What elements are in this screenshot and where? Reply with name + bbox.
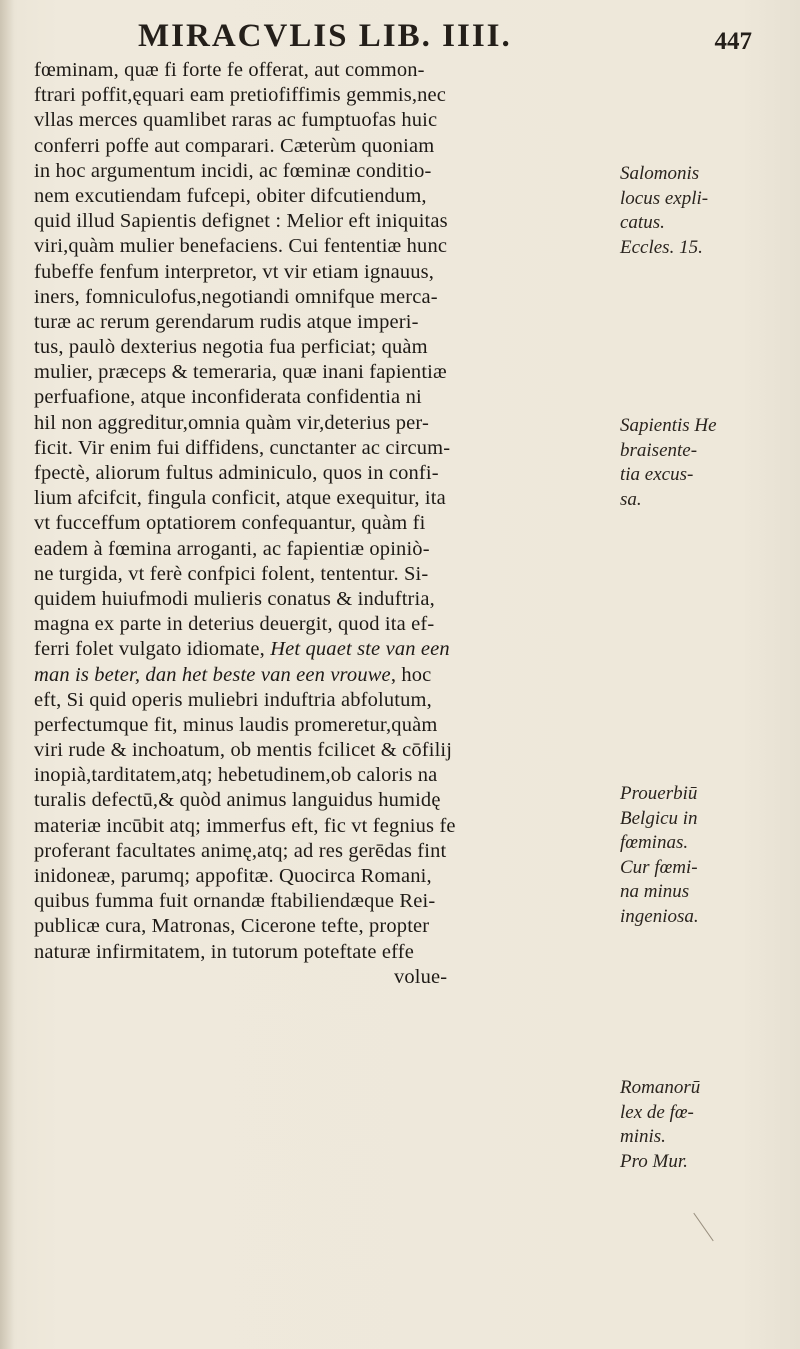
margin-note-line: lex de fœ- (620, 1101, 694, 1123)
text-line: perfuafione, atque inconfiderata confidentia ni (34, 386, 422, 409)
text-line: lium afcifcit, fingula conficit, atque exequitur, ita (34, 487, 446, 510)
text-line: eft, Si quid operis muliebri induftria abfolutum, (34, 688, 432, 711)
text-line: fubeffe fenfum interpretor, vt vir etiam ignauus, (34, 260, 435, 283)
text-line: ne turgida, vt ferè confpici folent, tententur. Si- (34, 562, 429, 585)
text-line: naturæ infirmitatem, in tutorum poteftate effe (34, 940, 414, 963)
text-line: materiæ incūbit atq; immerfus eft, fic vt fegnius fe (34, 814, 456, 837)
text-line-with-italic (34, 637, 624, 662)
margin-note-line: sa. (620, 488, 642, 510)
dutch-proverb-end: man is beter, dan het beste van een vrouwe (34, 663, 391, 686)
gutter-shadow (0, 0, 14, 1349)
margin-note-line: catus. (620, 212, 665, 233)
text-line: ficit. Vir enim fui diffidens, cunctanter ac circum- (34, 436, 451, 459)
margin-note-line: Romanorū (620, 1077, 701, 1098)
text-line: publicæ cura, Matronas, Cicerone tefte, propter (34, 915, 430, 938)
text-line: in hoc argumentum incidi, ac fœminæ conditio- (34, 159, 432, 182)
margin-note-prouerbium (620, 782, 798, 929)
text-line: fpectè, aliorum fultus adminiculo, quos in confi- (34, 462, 439, 484)
margin-note-line: Prouerbiū (620, 783, 698, 804)
stray-mark (693, 1213, 713, 1241)
margin-note-romanorum (620, 1076, 798, 1174)
running-head: MIRACVLIS LIB. IIII. (138, 18, 512, 54)
text-line: vt fucceffum optatiorem confequantur, quàm fi (34, 512, 426, 535)
text-line: turæ ac rerum gerendarum rudis atque imperi- (34, 310, 419, 333)
text-line-with-italic (34, 663, 624, 688)
text-line: quidem huiufmodi mulieris conatus & induftria, (34, 587, 435, 610)
margin-note-line: Pro Mur. (620, 1150, 688, 1172)
catchword-line: volue- (394, 965, 448, 988)
text-line: mulier, præceps & temeraria, quæ inani fapientiæ (34, 361, 447, 384)
text-line: ftrari poffit,ęquari eam pretiofiffimis gemmis,nec (34, 84, 447, 107)
text-line: nem excutiendam fufcepi, obiter difcutiendum, (34, 184, 427, 207)
margin-note-line: minis. (620, 1126, 666, 1147)
text-line: tus, paulò dexterius negotia fua perficiat; quàm (34, 336, 428, 359)
text-line: vllas merces quamlibet raras ac fumptuofas huic (34, 109, 438, 132)
page-number: 447 (714, 28, 752, 55)
margin-note-line: Cur fœmi- (620, 856, 698, 878)
text-line-roman: , hoc (390, 663, 432, 686)
text-line: quid illud Sapientis defignet : Melior eft iniquitas (34, 210, 448, 233)
dutch-proverb-start: Het quaet ste van een (270, 638, 450, 661)
text-line: inidoneæ, parumq; appofitæ. Quocirca Romani, (34, 865, 432, 887)
text-line: conferri poffe aut comparari. Cæterùm quoniam (34, 134, 435, 157)
text-line: viri,quàm mulier benefaciens. Cui fententiæ hunc (34, 235, 448, 258)
text-line-roman: ferri folet vulgato idiomate, (34, 638, 271, 661)
margin-note-line: Salomonis (620, 163, 700, 184)
margin-note-salomonis (620, 162, 798, 260)
text-line: turalis defectū,& quòd animus languidus humidę (34, 789, 441, 812)
margin-note-line: Eccles. 15. (620, 236, 703, 258)
margin-note-line: fœminas. (620, 832, 689, 853)
text-line: hil non aggreditur,omnia quàm vir,deterius per- (34, 411, 429, 434)
text-line: inopià,tarditatem,atq; hebetudinem,ob caloris na (34, 764, 438, 787)
margin-note-line: na minus (620, 881, 690, 902)
margin-note-sapientis (620, 414, 798, 512)
text-line: proferant facultates animę,atq; ad res gerēdas fint (34, 839, 447, 862)
margin-note-line: ingeniosa. (620, 905, 699, 927)
margin-note-line: tia excus- (620, 464, 694, 485)
text-line: perfectumque fit, minus laudis promeretur,quàm (34, 713, 438, 736)
margin-note-line: braisente- (620, 439, 698, 461)
text-line: magna ex parte in deterius deuergit, quod ita ef- (34, 613, 435, 636)
text-line: viri rude & inchoatum, ob mentis fcilicet & cōfilij (34, 739, 453, 762)
main-text-block (34, 58, 624, 990)
text-line: eadem à fœmina arroganti, ac fapientiæ opiniò- (34, 537, 430, 560)
text-line: quibus fumma fuit ornandæ ftabiliendæque Rei- (34, 890, 436, 913)
text-line: fœminam, quæ fi forte fe offerat, aut common- (34, 59, 425, 81)
text-line: iners, fomniculofus,negotiandi omnifque merca- (34, 285, 438, 308)
margin-note-line: Sapientis He (620, 415, 717, 436)
margin-note-line: Belgicu in (620, 807, 698, 829)
margin-note-line: locus expli- (620, 187, 709, 209)
